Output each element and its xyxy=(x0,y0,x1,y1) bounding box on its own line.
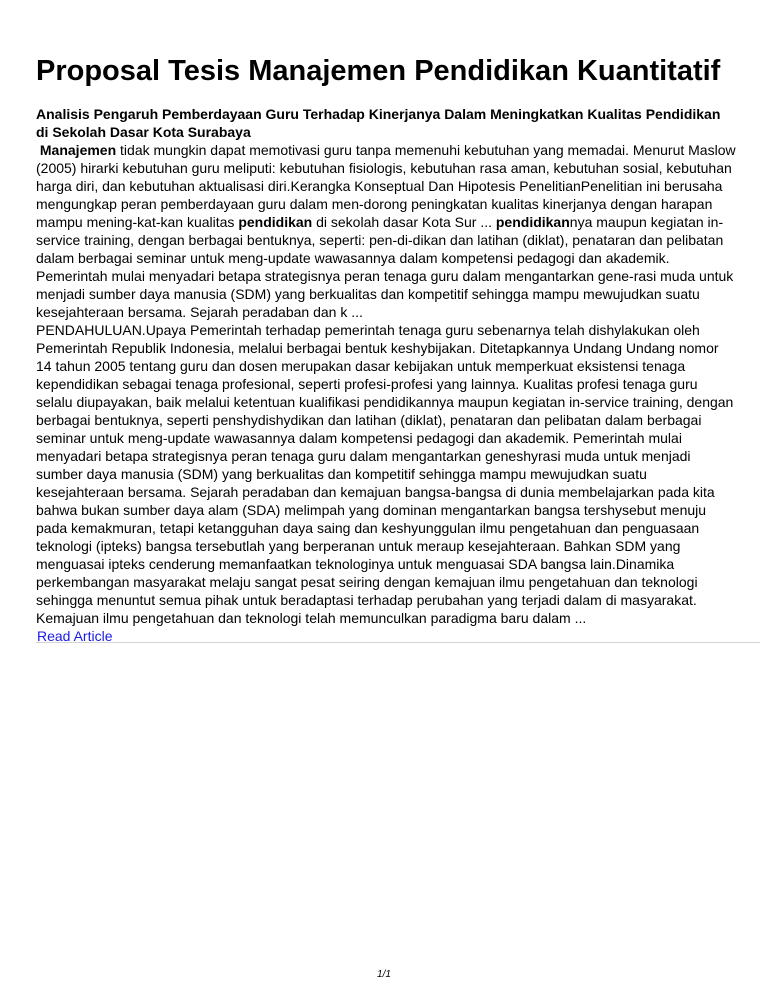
read-article-link[interactable]: Read Article xyxy=(37,628,113,644)
snippet-keyword: Manajemen xyxy=(39,142,117,158)
snippet-text: tidak mungkin dapat memotivasi guru tanpa memenuhi kebutuhan yang memadai. Menurut Maslow (2005) hirarki kebutuhan guru meliputi: kebutuhan fisiologis, kebutuhan rasa aman, kebutuhan sosial, kebutuhan harga diri, dan kebutuhan aktualisasi diri.Kerangka Konseptual Dan Hipotesis PenelitianPenelitian ini berusaha mengungkap peran pemberdayaan guru dalam men-dorong peningkatan kualitas kinerjanya dengan harapan mampu mening-kat-kan kualitas xyxy=(36,142,736,230)
page-number: 1/1 xyxy=(377,969,391,980)
article-title: Analisis Pengaruh Pemberdayaan Guru Terhadap Kinerjanya Dalam Meningkatkan Kualitas Pendidikan di Sekolah Dasar Kota Surabaya xyxy=(36,106,721,140)
article-entry xyxy=(36,105,736,645)
snippet-keyword: pendidikan xyxy=(495,214,570,230)
snippet-text: di sekolah dasar Kota Sur ... xyxy=(312,214,496,230)
article-body: PENDAHULUAN.Upaya Pemerintah terhadap pemerintah tenaga guru sebenarnya telah dishylakukan oleh Pemerintah Republik Indonesia, melalui berbagai bentuk keshybijakan. Ditetapkannya Undang Undang nomor 14 tahun 2005 tentang guru dan dosen merupakan dasar kebijakan untuk memperkuat eksistensi tenaga kependidikan sebagai tenaga profesional, seperti profesi-profesi yang lainnya. Kualitas profesi tenaga guru selalu diupayakan, baik melalui ketentuan kualifikasi pendidikannya maupun kegiatan in-service training, dengan berbagai bentuknya, seperti penshydishydikan dan latihan (diklat), penataran dan pelibatan dalam berbagai seminar untuk meng-update wawasannya dalam kompetensi pedagogi dan akademik. Pemerintah mulai menyadari betapa strategisnya peran tenaga guru dalam mengantarkan geneshyrasi muda untuk menjadi sumber daya manusia (SDM) yang berkualitas dan kompetitif sehingga mampu mewujudkan suatu kesejahteraan bersama. Sejarah peradaban dan kemajuan bangsa-bangsa di dunia membelajarkan pada kita bahwa bukan sumber daya alam (SDA) melimpah yang dominan mengantarkan bangsa tershysebut menuju pada kemakmuran, tetapi ketangguhan daya saing dan keshyunggulan ilmu pengetahuan dan penguasaan teknologi (ipteks) bangsa tersebutlah yang berperanan untuk meraup kesejahteraan. Bahkan SDM yang menguasai ipteks cenderung memanfaatkan teknologinya untuk menguasai SDA bangsa lain.Dinamika perkembangan masyarakat melaju sangat pesat seiring dengan kemajuan ilmu pengetahuan dan teknologi sehingga menuntut semua pihak untuk beradaptasi terhadap perubahan yang terjadi dalam di masyarakat. Kemajuan ilmu pengetahuan dan teknologi telah memunculkan paradigma baru dalam ... xyxy=(36,322,734,626)
divider xyxy=(36,642,760,643)
snippet-text: nya maupun kegiatan in-service training, dengan berbagai bentuknya, seperti: pen-di-dikan dan latihan (diklat), penataran dan pelibatan dalam berbagai seminar untuk meng-update wawasannya dalam kompetensi pedagogi dan akademik. Pemerintah mulai menyadari betapa strategisnya peran tenaga guru dalam mengantarkan gene-rasi muda untuk menjadi sumber daya manusia (SDM) yang berkualitas dan kompetitif sehingga mampu mewujudkan suatu kesejahteraan bersama. Sejarah peradaban dan k ... xyxy=(36,214,734,320)
article-snippet xyxy=(36,141,736,321)
snippet-keyword: pendidikan xyxy=(238,214,313,230)
page-title: Proposal Tesis Manajemen Pendidikan Kuantitatif xyxy=(36,55,721,87)
